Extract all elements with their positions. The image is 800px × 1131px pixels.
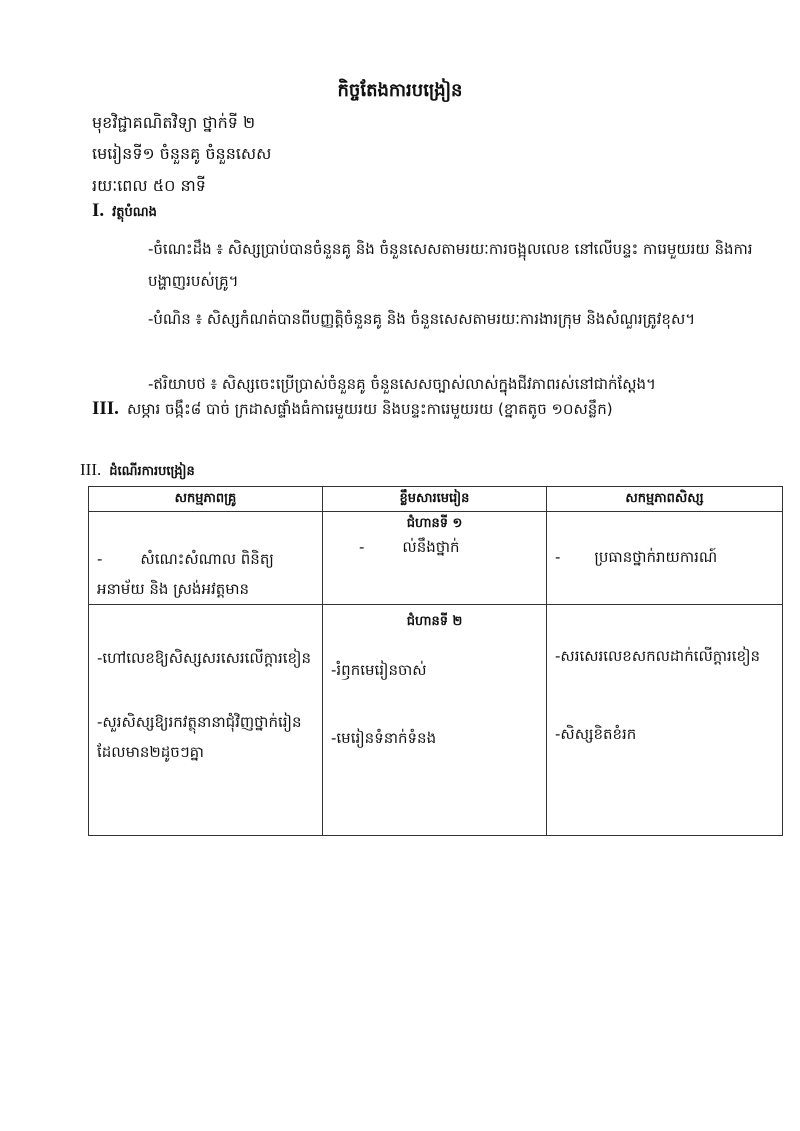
- document-title: កិច្ចតែងការបង្រៀន: [337, 80, 463, 101]
- header-teacher-activity: សកម្មភាពគ្រូ: [89, 487, 323, 512]
- process-heading: [80, 460, 195, 482]
- materials-text: សម្ភារ ចង្កឹះ៨ បាច់ ក្រដាសផ្ទាំងធំការេមួយរយ និងបន្ទះការេមួយរយ (ខ្នាតតូច ១០សន្លឹក): [126, 400, 613, 418]
- section-label: វត្ថុបំណង: [112, 205, 157, 220]
- lesson-content-text: -រំឭកមេរៀនចាស់: [331, 661, 427, 679]
- student-cell: [547, 512, 783, 605]
- lesson-content-text: ល់នឹងថ្នាក់: [402, 538, 460, 556]
- objective-knowledge: -ចំណេះដឹង ៖ សិស្សប្រាប់បានចំនួនគូ និង ចំនួនសេសតាមរយៈការចង្អុលលេខ នៅលើបន្ទះ ការេមួយរយ និងការបង្ហាញរបស់គ្រូ។: [148, 240, 753, 290]
- lesson-line: មេរៀនទី១ ចំនួនគូ ចំនួនសេស: [92, 144, 272, 163]
- step-label: ជំហានទី ១: [406, 516, 463, 531]
- teacher-cell: [89, 512, 323, 605]
- content-cell: [323, 605, 547, 836]
- table-row: [89, 512, 783, 605]
- student-activity-text: -សរសេរលេខសកលដាក់លើក្តារខៀន: [555, 647, 761, 665]
- student-cell: [547, 605, 783, 836]
- materials-heading: [92, 398, 613, 422]
- subject-line: មុខវិជ្ជាគណិតវិទ្យា ថ្នាក់ទី ២: [92, 113, 256, 132]
- lesson-process-table: [88, 486, 783, 836]
- content-cell: [323, 512, 547, 605]
- section-numeral: III.: [92, 398, 119, 419]
- table-row: [89, 605, 783, 836]
- objective-attitude: -ឥរិយាបថ ៖ សិស្សចេះប្រើប្រាស់ចំនួនគូ ចំនួនសេសច្បាស់លាស់ក្នុងជីវភាពរស់នៅជាក់ស្តែង។: [148, 375, 656, 393]
- teacher-activity-text: សំណេះសំណាល ពិនិត្យអនាម័យ និង ស្រង់អវត្តមាន: [97, 550, 274, 598]
- header-lesson-content: ខ្លឹមសារមេរៀន: [323, 487, 547, 512]
- student-activity-text: -សិស្សខិតខំរក: [555, 725, 637, 743]
- step-label: ជំហានទី ២: [406, 614, 463, 629]
- bullet-dash: -: [97, 550, 103, 568]
- objective-skill: -បំណិន ៖ សិស្សកំណត់បានពីបញ្ញត្តិចំនួនគូ និង ចំនួនសេសតាមរយៈការងារក្រុម និងសំណួរត្រូវខុស។: [148, 310, 696, 328]
- bullet-dash: -: [555, 548, 561, 566]
- bullet-dash: -: [359, 538, 365, 556]
- teacher-activity-text: -ហៅលេខឱ្យសិស្សសរសេរលើក្តារខៀន: [97, 649, 312, 667]
- teacher-cell: [89, 605, 323, 836]
- section-numeral: I.: [92, 200, 105, 221]
- table-header-row: [89, 487, 783, 512]
- teacher-activity-text: -សួរសិស្សឱ្យរកវត្ថុនានាជុំវិញថ្នាក់រៀន ដែលមាន២ដូចៗគ្នា: [97, 713, 302, 761]
- section-numeral: III.: [80, 460, 102, 479]
- section-label: ដំណើរការបង្រៀន: [109, 464, 195, 479]
- student-activity-text: ប្រធានថ្នាក់រាយការណ៍: [594, 548, 718, 566]
- header-student-activity: សកម្មភាពសិស្ស: [547, 487, 783, 512]
- duration-line: រយៈពេល ៥០ នាទី: [92, 176, 206, 195]
- objectives-heading: [92, 200, 157, 223]
- lesson-content-text: -មេរៀនទំនាក់ទំនង: [331, 729, 437, 747]
